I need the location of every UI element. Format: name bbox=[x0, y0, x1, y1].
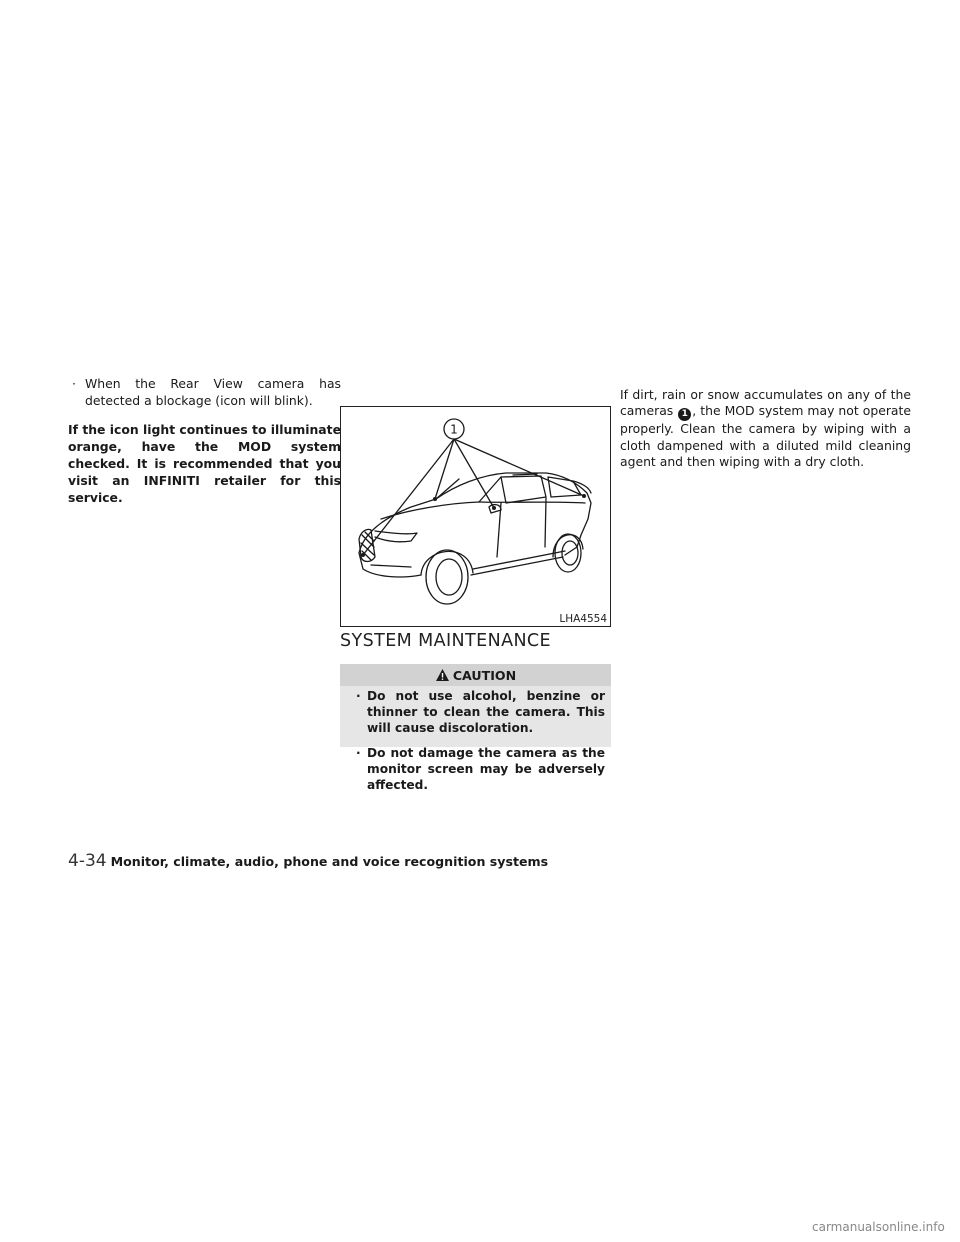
caution-heading: CAUTION bbox=[452, 667, 517, 683]
watermark: carmanualsonline.info bbox=[812, 1220, 945, 1234]
caution-text: Do not use alcohol, benzine or thinner to clean the camera. This will cause discoloration. bbox=[367, 689, 605, 735]
callout-number: 1 bbox=[450, 422, 458, 437]
list-item bbox=[356, 745, 605, 793]
paragraph-text-end: , the MOD system may not operate properly. Clean the camera by wiping with a cloth dampened with a diluted mild cleaning agent and then wiping with a dry cloth. bbox=[620, 403, 911, 470]
bullet-marker: · bbox=[356, 689, 361, 703]
caution-list bbox=[356, 688, 605, 802]
vehicle-illustration bbox=[341, 407, 610, 626]
list-item bbox=[68, 375, 341, 409]
section-title: SYSTEM MAINTENANCE bbox=[340, 631, 552, 651]
maintenance-paragraph bbox=[620, 387, 911, 471]
caution-text: Do not damage the camera as the monitor screen may be adversely affected. bbox=[367, 746, 605, 792]
left-column bbox=[68, 375, 341, 506]
notice-paragraph: If the icon light continues to illuminate orange, have the MOD system checked. It is recommended that you visit an INFINITI retailer for this service. bbox=[68, 422, 341, 505]
list-item bbox=[356, 688, 605, 736]
bullet-text: When the Rear View camera has detected a blockage (icon will blink). bbox=[85, 376, 341, 408]
camera-location-figure bbox=[340, 406, 611, 627]
bullet-marker: · bbox=[72, 376, 76, 391]
caution-header bbox=[340, 664, 611, 686]
paragraph-text-start: If dirt, rain or snow accumulates on any of the cameras bbox=[620, 387, 911, 419]
figure-code: LHA4554 bbox=[559, 613, 607, 625]
callout-badge: 1 bbox=[678, 408, 691, 421]
warning-triangle-icon bbox=[435, 668, 450, 682]
chapter-title: Monitor, climate, audio, phone and voice recognition systems bbox=[110, 854, 549, 869]
page-footer bbox=[68, 851, 548, 871]
page-number: 4-34 bbox=[68, 851, 107, 871]
bullet-marker: · bbox=[356, 746, 361, 760]
